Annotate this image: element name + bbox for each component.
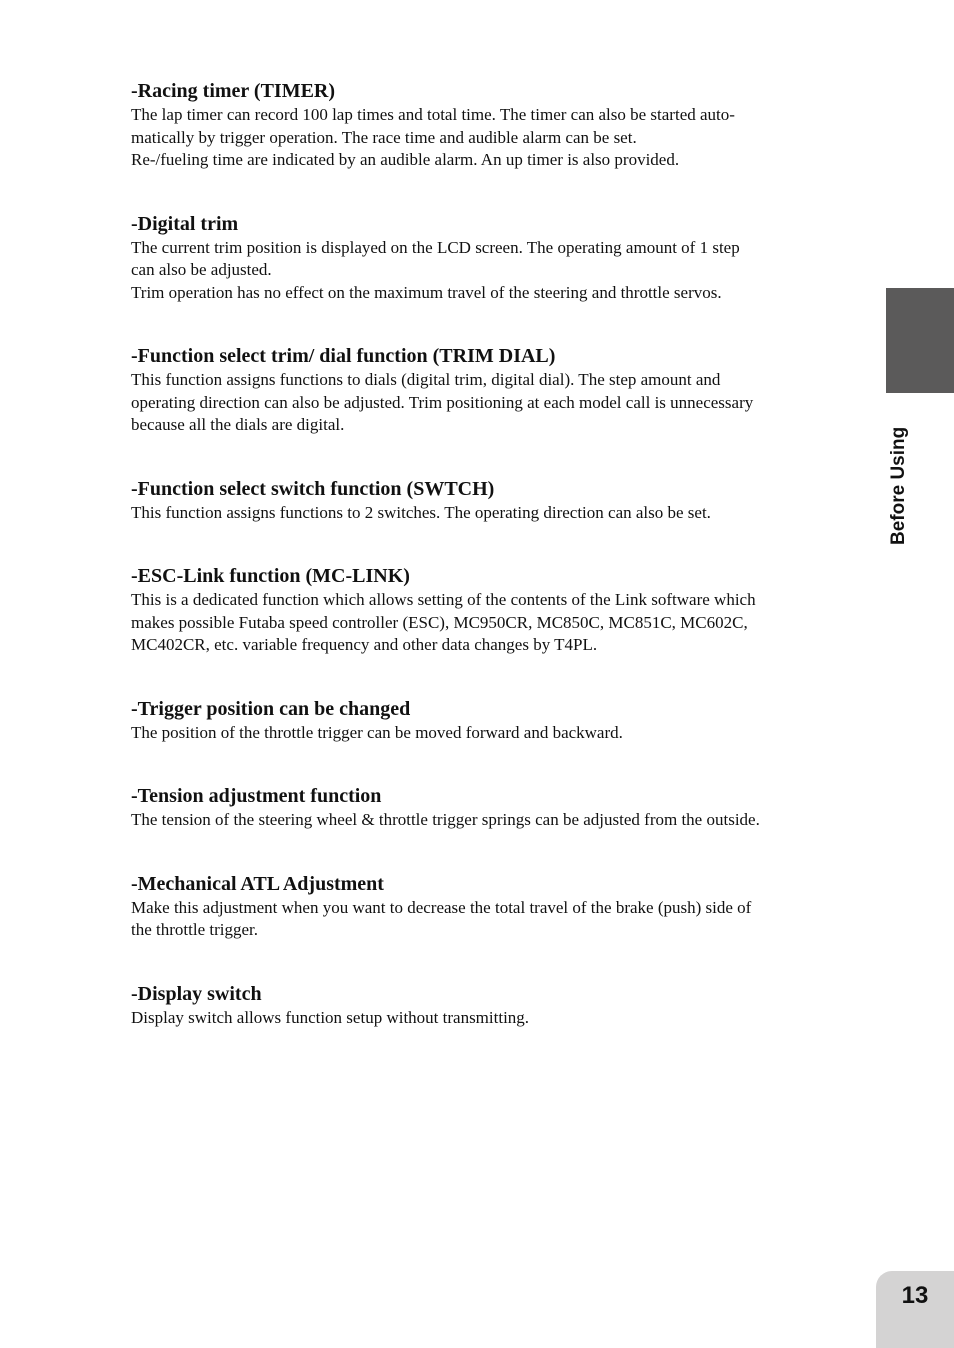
body-line: This is a dedicated function which allows setting of the contents of the Link software which — [131, 590, 756, 609]
manual-content — [131, 79, 826, 1029]
section-display-switch — [131, 982, 826, 1030]
section-digital-trim — [131, 212, 826, 305]
section-switch-function — [131, 477, 826, 525]
body-line: This function assigns functions to dials (digital trim, digital dial). The step amount and — [131, 370, 721, 389]
section-esc-link — [131, 564, 826, 657]
body-line: The lap timer can record 100 lap times and total time. The timer can also be started auto- — [131, 105, 735, 124]
body-line: the throttle trigger. — [131, 920, 258, 939]
section-heading: -Trigger position can be changed — [131, 697, 411, 720]
body-line: The tension of the steering wheel & throttle trigger springs can be adjusted from the outside. — [131, 810, 760, 829]
section-heading: -ESC-Link function (MC-LINK) — [131, 565, 410, 587]
section-heading: -Mechanical ATL Adjustment — [131, 872, 384, 895]
body-line: This function assigns functions to 2 switches. The operating direction can also be set. — [131, 502, 711, 522]
chapter-label-text: Before Using — [888, 426, 909, 545]
body-line: because all the dials are digital. — [131, 415, 345, 434]
body-line: MC402CR, etc. variable frequency and other data changes by T4PL. — [131, 635, 598, 654]
body-line: Make this adjustment when you want to decrease the total travel of the brake (push) side of — [131, 897, 752, 917]
body-line: can also be adjusted. — [131, 260, 272, 279]
body-line: Display switch allows function setup without transmitting. — [131, 1007, 530, 1027]
section-heading: -Function select switch function (SWTCH) — [131, 477, 495, 500]
chapter-tab-marker — [886, 288, 954, 393]
section-heading: -Tension adjustment function — [131, 785, 382, 807]
body-line: The current trim position is displayed on the LCD screen. The operating amount of 1 step — [131, 237, 740, 257]
body-line: makes possible Futaba speed controller (ESC), MC950CR, MC850C, MC851C, MC602C, — [131, 612, 748, 632]
body-line: matically by trigger operation. The race time and audible alarm can be set. — [131, 127, 637, 147]
section-trigger-position — [131, 697, 826, 745]
page-number: 13 — [901, 1282, 929, 1309]
section-tension-adjustment — [131, 784, 826, 832]
section-heading: -Racing timer (TIMER) — [131, 80, 336, 102]
body-line: Trim operation has no effect on the maximum travel of the steering and throttle servos. — [131, 282, 722, 302]
section-heading: -Digital trim — [131, 212, 239, 235]
body-line: Re-/fueling time are indicated by an audible alarm. An up timer is also provided. — [131, 150, 680, 169]
section-heading: -Display switch — [131, 982, 262, 1005]
section-racing-timer — [131, 79, 826, 172]
section-trim-dial — [131, 344, 826, 437]
section-heading: -Function select trim/ dial function (TRIM DIAL) — [131, 345, 556, 367]
section-mechanical-atl — [131, 872, 826, 942]
body-line: The position of the throttle trigger can be moved forward and backward. — [131, 722, 623, 742]
body-line: operating direction can also be adjusted. Trim positioning at each model call is unnecessary — [131, 392, 754, 412]
